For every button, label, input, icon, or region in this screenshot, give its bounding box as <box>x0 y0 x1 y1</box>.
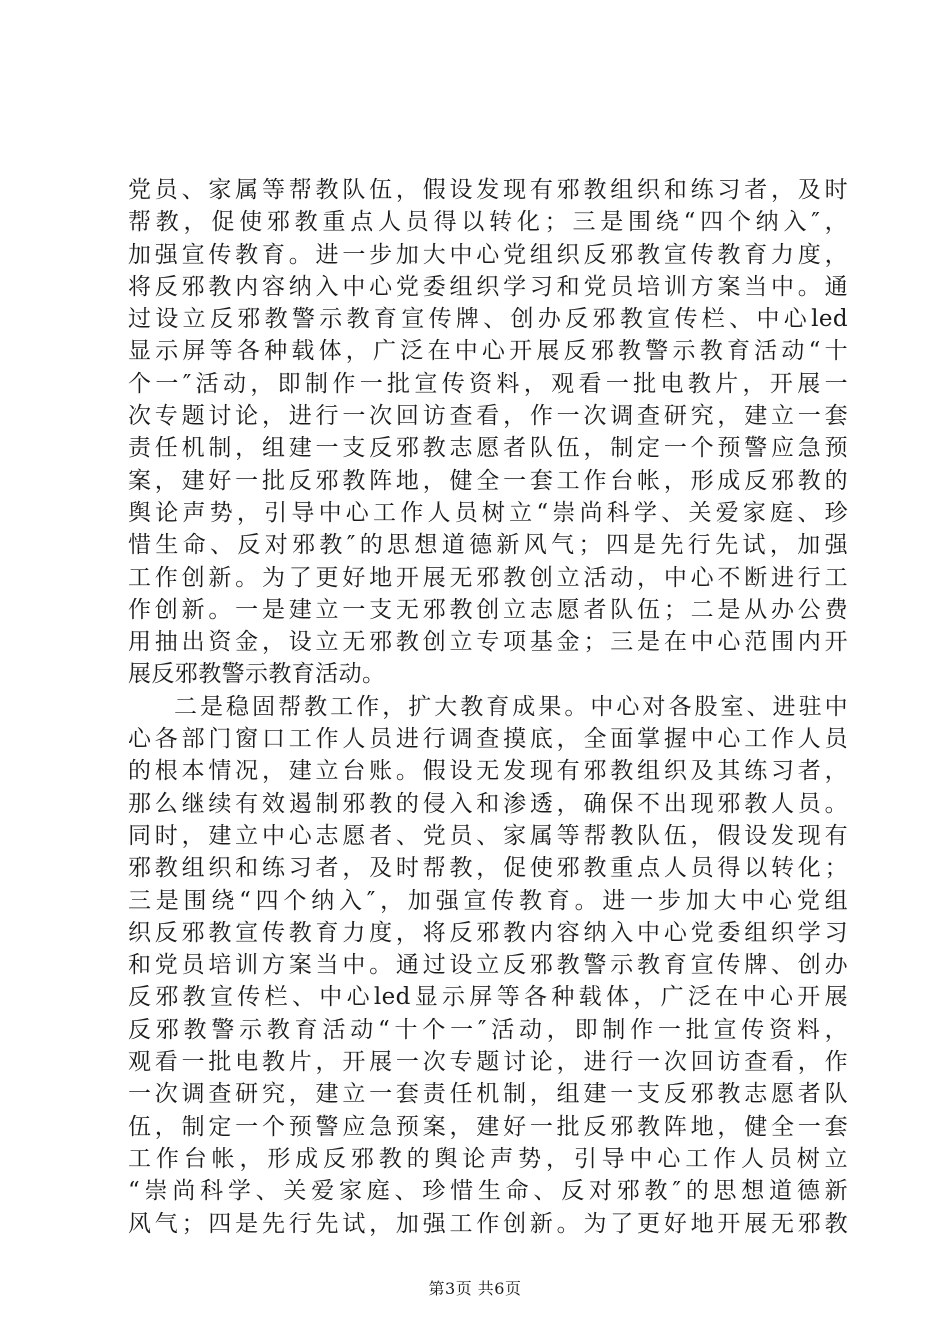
text-line: 个一″活动，即制作一批宣传资料，观看一批电教片，开展一 <box>128 370 848 397</box>
text-line: “崇尚科学、关爱家庭、珍惜生命、反对邪教″的思想道德新 <box>128 1178 848 1205</box>
text-line: 工作创新。为了更好地开展无邪教创立活动，中心不断进行工 <box>128 564 848 591</box>
paragraph-2 <box>128 691 848 1240</box>
text-line: 反邪教警示教育活动“十个一″活动，即制作一批宣传资料， <box>128 1016 848 1043</box>
text-line: 织反邪教宣传教育力度，将反邪教内容纳入中心党委组织学习 <box>128 919 848 946</box>
text-line: 用抽出资金，设立无邪教创立专项基金；三是在中心范围内开 <box>128 629 848 656</box>
text-line: 三是围绕“四个纳入″，加强宣传教育。进一步加大中心党组 <box>128 887 848 914</box>
text-line: 观看一批电教片，开展一次专题讨论，进行一次回访查看，作 <box>128 1049 848 1076</box>
page-number: 第3页 共6页 <box>428 1279 522 1298</box>
text-line: 工作台帐，形成反邪教的舆论声势，引导中心工作人员树立 <box>128 1145 848 1172</box>
text-line: 责任机制，组建一支反邪教志愿者队伍，制定一个预警应急预 <box>128 435 848 462</box>
text-line: 心各部门窗口工作人员进行调查摸底，全面掌握中心工作人员 <box>128 726 848 753</box>
text-line: 显示屏等各种载体，广泛在中心开展反邪教警示教育活动“十 <box>128 338 848 365</box>
text-line: 将反邪教内容纳入中心党委组织学习和党员培训方案当中。通 <box>128 273 848 300</box>
text-line: 次专题讨论，进行一次回访查看，作一次调查研究，建立一套 <box>128 403 848 430</box>
text-line: 加强宣传教育。进一步加大中心党组织反邪教宣传教育力度， <box>128 241 848 268</box>
text-line: 作创新。一是建立一支无邪教创立志愿者队伍；二是从办公费 <box>128 596 848 623</box>
paragraph-1 <box>128 174 848 691</box>
text-line: 反邪教宣传栏、中心led显示屏等各种载体，广泛在中心开展 <box>128 984 848 1011</box>
text-line: 风气；四是先行先试，加强工作创新。为了更好地开展无邪教 <box>128 1210 848 1237</box>
text-line: 过设立反邪教警示教育宣传牌、创办反邪教宣传栏、中心led <box>128 306 848 333</box>
text-line: 同时，建立中心志愿者、党员、家属等帮教队伍，假设发现有 <box>128 822 848 849</box>
text-line: 和党员培训方案当中。通过设立反邪教警示教育宣传牌、创办 <box>128 952 848 979</box>
text-line: 案，建好一批反邪教阵地，健全一套工作台帐，形成反邪教的 <box>128 467 848 494</box>
text-line: 帮教，促使邪教重点人员得以转化；三是围绕“四个纳入″， <box>128 209 848 236</box>
document-body <box>128 174 848 1240</box>
text-line: 展反邪教警示教育活动。 <box>128 661 386 688</box>
text-line: 那么继续有效遏制邪教的侵入和渗透，确保不出现邪教人员。 <box>128 790 848 817</box>
text-line: 党员、家属等帮教队伍，假设发现有邪教组织和练习者，及时 <box>128 177 848 203</box>
text-line: 伍，制定一个预警应急预案，建好一批反邪教阵地，健全一套 <box>128 1113 848 1140</box>
text-line: 的根本情况，建立台账。假设无发现有邪教组织及其练习者， <box>128 758 848 785</box>
text-line: 二是稳固帮教工作，扩大教育成果。中心对各股室、进驻中 <box>174 693 848 720</box>
text-line: 邪教组织和练习者，及时帮教，促使邪教重点人员得以转化； <box>128 855 848 882</box>
text-line: 舆论声势，引导中心工作人员树立“崇尚科学、关爱家庭、珍 <box>128 499 848 526</box>
text-line: 一次调查研究，建立一套责任机制，组建一支反邪教志愿者队 <box>128 1081 848 1108</box>
text-line: 惜生命、反对邪教″的思想道德新风气；四是先行先试，加强 <box>128 532 848 559</box>
